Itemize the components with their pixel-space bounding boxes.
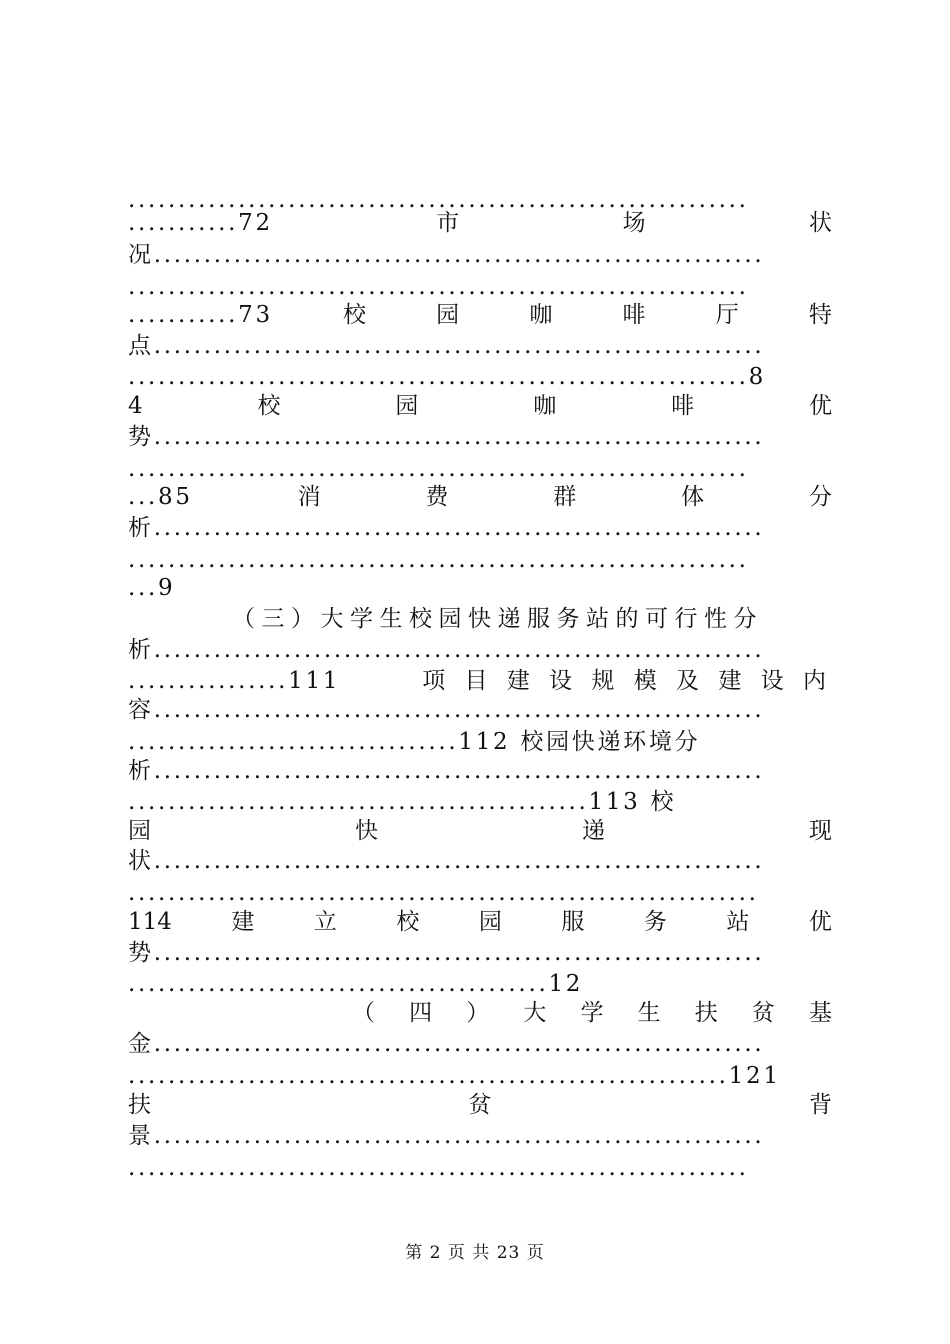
toc-char: 咖 xyxy=(529,302,553,328)
toc-entry-service-station-advantages xyxy=(128,907,832,937)
toc-char: 园 xyxy=(436,302,460,328)
toc-char: 啡 xyxy=(671,393,695,419)
toc-line: 容............................................................. xyxy=(128,697,765,723)
toc-char: （ xyxy=(352,1000,375,1026)
toc-page-number: ...........73 xyxy=(128,302,273,328)
toc-entry-consumer-analysis xyxy=(128,482,832,512)
toc-char: 快 xyxy=(355,818,378,844)
toc-entry-project-scale xyxy=(128,666,832,696)
toc-line: ..........................................12 xyxy=(128,971,584,997)
toc-char: 厅 xyxy=(715,302,739,328)
toc-line: ..............................................................8 xyxy=(128,364,767,390)
toc-char: 费 xyxy=(425,484,449,510)
page-footer: 第 2 页 共 23 页 xyxy=(405,1243,545,1263)
toc-section-heading-4 xyxy=(352,998,832,1028)
toc-char: 基 xyxy=(809,1000,832,1026)
toc-char: 消 xyxy=(297,484,321,510)
toc-char: ） xyxy=(466,1000,490,1026)
toc-line: ............................................................... xyxy=(128,880,759,906)
toc-char: 贫 xyxy=(751,1000,775,1026)
toc-char: 校 xyxy=(257,393,281,419)
toc-page-number: 4 xyxy=(128,393,143,419)
toc-char: 优 xyxy=(808,909,832,935)
toc-entry-delivery-status xyxy=(128,816,832,846)
toc-entry-cafe-advantages xyxy=(128,391,832,421)
toc-char: 贫 xyxy=(468,1092,492,1118)
toc-char: 体 xyxy=(681,484,705,510)
toc-entry-poverty-background xyxy=(128,1090,832,1120)
toc-char: 立 xyxy=(313,909,337,935)
toc-line: 况............................................................. xyxy=(128,242,765,268)
toc-line: .............................................................. xyxy=(128,274,749,300)
toc-char: 扶 xyxy=(694,1000,718,1026)
toc-char: 四 xyxy=(409,1000,433,1026)
toc-char: 优 xyxy=(808,393,832,419)
toc-line: ............................................................121 xyxy=(128,1063,781,1089)
toc-entry-title: 项 目 建 设 规 模 及 建 设 内 xyxy=(422,668,832,694)
toc-char: 学 xyxy=(580,1000,604,1026)
toc-line: .............................................................. xyxy=(128,547,749,573)
toc-char: 站 xyxy=(726,909,750,935)
toc-char: 市 xyxy=(436,210,460,236)
toc-char: 服 xyxy=(561,909,585,935)
toc-entry-cafe-features xyxy=(128,300,832,330)
toc-char: 扶 xyxy=(128,1092,151,1118)
toc-line: 析............................................................. xyxy=(128,758,765,784)
toc-line: .............................................................. xyxy=(128,456,749,482)
toc-char: 分 xyxy=(809,484,832,510)
toc-char: 场 xyxy=(622,210,646,236)
toc-char: 校 xyxy=(342,302,366,328)
toc-char: 校 xyxy=(396,909,420,935)
toc-char: 状 xyxy=(808,210,832,236)
toc-line: 状............................................................. xyxy=(128,848,765,874)
toc-char: 建 xyxy=(231,909,255,935)
toc-char: 园 xyxy=(395,393,419,419)
toc-char: 背 xyxy=(809,1092,832,1118)
toc-line: 金............................................................. xyxy=(128,1031,765,1057)
toc-line: .............................................................. xyxy=(128,1155,749,1181)
toc-char: 生 xyxy=(637,1000,661,1026)
toc-line: 景............................................................. xyxy=(128,1123,765,1149)
toc-line: .............................................................. xyxy=(128,187,749,213)
toc-line: ..............................................113 校 xyxy=(128,789,677,815)
toc-char: 园 xyxy=(128,818,151,844)
toc-char: 现 xyxy=(809,818,832,844)
toc-char: 特 xyxy=(808,302,832,328)
toc-line: ...9 xyxy=(128,575,176,601)
toc-page-number: 114 xyxy=(128,909,172,935)
toc-page-number: ................111 xyxy=(128,668,341,694)
toc-char: 递 xyxy=(582,818,605,844)
toc-line: 势............................................................. xyxy=(128,940,765,966)
toc-line: 势............................................................. xyxy=(128,424,765,450)
toc-line: 点............................................................. xyxy=(128,333,765,359)
toc-page-number: ...........72 xyxy=(128,210,273,236)
toc-entry-market-status xyxy=(128,208,832,238)
toc-char: 大 xyxy=(523,1000,547,1026)
toc-char: 务 xyxy=(643,909,667,935)
toc-char: 咖 xyxy=(533,393,557,419)
toc-line: 析............................................................. xyxy=(128,515,765,541)
toc-section-heading: （三）大学生校园快递服务站的可行性分 xyxy=(232,606,763,632)
toc-char: 园 xyxy=(478,909,502,935)
toc-char: 群 xyxy=(553,484,577,510)
toc-line: .................................112 校园快递环境分 xyxy=(128,729,701,755)
toc-line: 析............................................................. xyxy=(128,637,765,663)
toc-char: 啡 xyxy=(622,302,646,328)
toc-page-number: ...85 xyxy=(128,484,193,510)
